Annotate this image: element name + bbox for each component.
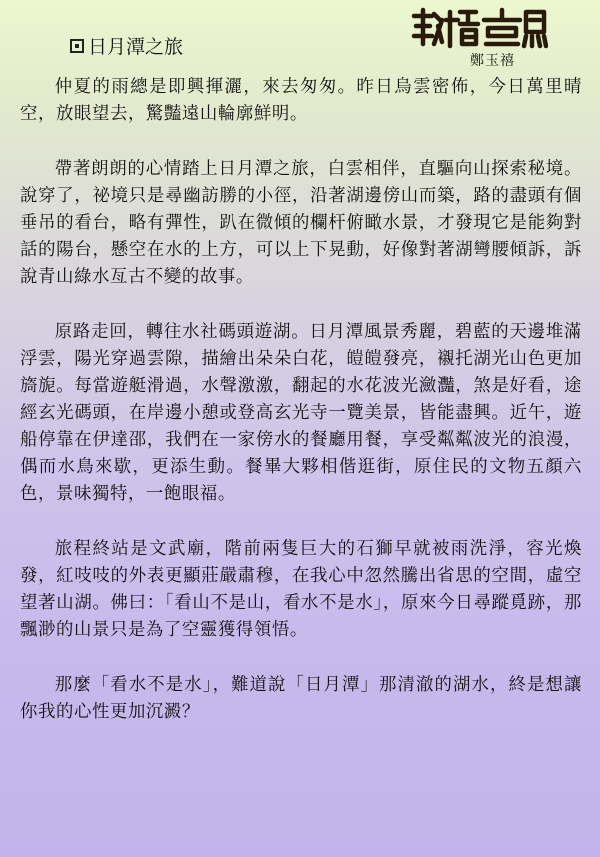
paragraph: 旅程終站是文武廟，階前兩隻巨大的石獅早就被雨洗淨，容光煥發，紅吱吱的外表更顯莊嚴肅穆，在我心中忽然騰出省思的空間，虛空望著山湖。佛曰：「看山不是山，看水不是水」，原來今日尋蹤覓跡，那飄渺的山景只是為了空靈獲得領悟。 <box>20 539 582 640</box>
column-logo <box>408 6 548 50</box>
article-title: 日月潭之旅 <box>88 36 184 58</box>
author-name: 鄭玉禧 <box>470 53 515 69</box>
paragraph: 仲夏的雨總是即興揮灑，來去匆匆。昨日烏雲密佈，今日萬里晴空，放眼望去，驚豔遠山輪廓鮮明。 <box>20 77 582 124</box>
square-spiral-icon <box>70 39 84 53</box>
article-body <box>20 74 582 754</box>
paragraph: 原路走回，轉往水社碼頭遊湖。日月潭風景秀麗，碧藍的天邊堆滿浮雲，陽光穿過雲隙，描繪出朵朵白花，皚皚發亮，襯托湖光山色更加旖旎。每當遊艇滑過，水聲激激，翻起的水花波光瀲灩，煞是好看，途經玄光碼頭，在岸邊小憩或登高玄光寺一覽美景，皆能盡興。近午，遊船停靠在伊達邵，我們在一家傍水的餐廳用餐，享受粼粼波光的浪漫，偶而水鳥來歇，更添生動。餐畢大夥相偕逛街，原住民的文物五顏六色，景味獨特，一飽眼福。 <box>20 322 582 504</box>
paragraph: 那麼「看水不是水」，難道說「日月潭」那清澈的湖水，終是想讓你我的心性更加沉澱？ <box>20 675 582 722</box>
article-title-row <box>70 32 183 59</box>
paragraph: 帶著朗朗的心情踏上日月潭之旅，白雲相伴，直驅向山探索秘境。說穿了，祕境只是尋幽訪勝的小徑，沿著湖邊傍山而築，路的盡頭有個垂吊的看台，略有彈性，趴在微傾的欄杆俯瞰水景，才發現它是能夠對話的陽台，懸空在水的上方，可以上下晃動，好像對著湖彎腰傾訴，訴說青山綠水亙古不變的故事。 <box>20 159 582 287</box>
